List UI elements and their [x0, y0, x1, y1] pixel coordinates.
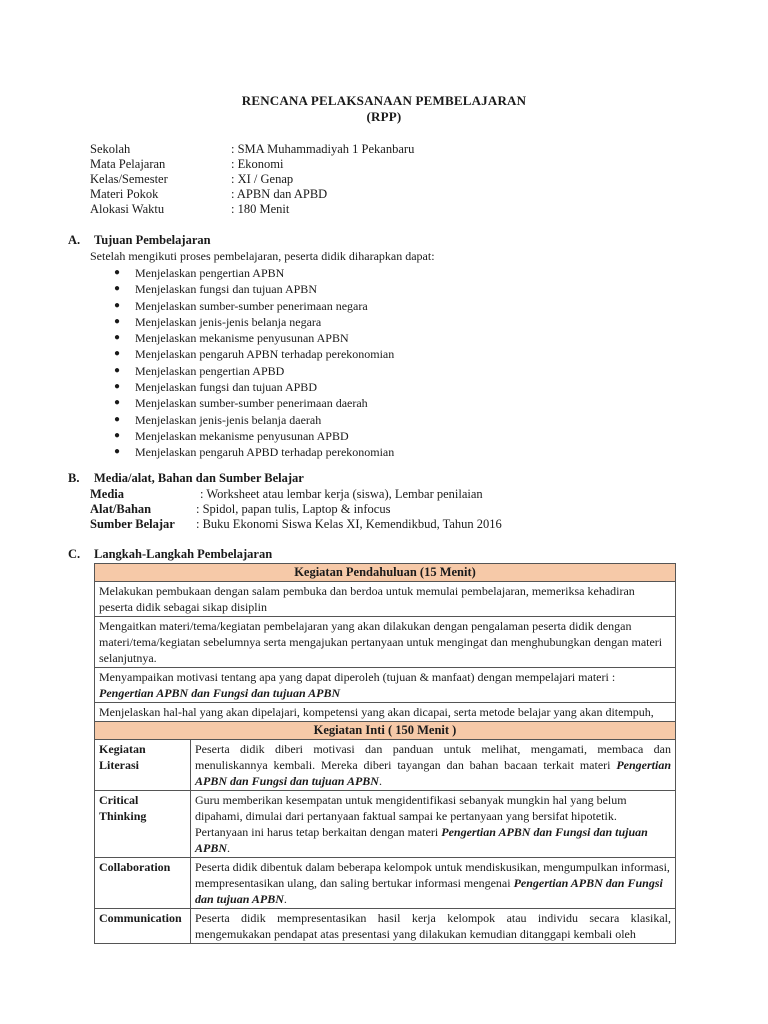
- bullet-icon: ●: [114, 299, 121, 311]
- activity-end: .: [378, 774, 382, 788]
- list-item: [90, 265, 394, 281]
- info-value: : APBN dan APBD: [231, 187, 328, 201]
- document-subtitle: (RPP): [366, 109, 402, 124]
- activity-description: [191, 858, 676, 909]
- section-letter: B.: [68, 471, 80, 485]
- objective-text: Menjelaskan jenis-jenis belanja negara: [135, 314, 322, 329]
- info-value: : SMA Muhammadiyah 1 Pekanbaru: [231, 142, 415, 156]
- list-item: [90, 363, 394, 379]
- objective-text: Menjelaskan sumber-sumber penerimaan negara: [135, 298, 368, 313]
- alat-value: : Spidol, papan tulis, Laptop & infocus: [196, 502, 391, 516]
- bullet-icon: ●: [114, 267, 121, 278]
- bullet-icon: ●: [114, 397, 121, 409]
- activity-description: Peserta didik mempresentasikan hasil kerja kelompok atau individu secara klasikal, mengemukakan pendapat atas presentasi yang dilakukan kemudian ditanggapi kembali oleh: [191, 909, 676, 944]
- table-cell: [95, 668, 676, 703]
- objective-text: Menjelaskan sumber-sumber penerimaan daerah: [135, 396, 368, 411]
- objective-text: Menjelaskan pengertian APBN: [135, 266, 285, 280]
- activity-description: [191, 740, 676, 791]
- bullet-icon: ●: [114, 332, 121, 344]
- bullet-icon: ●: [114, 364, 121, 376]
- motivasi-emphasis: Pengertian APBN dan Fungsi dan tujuan APBN: [99, 686, 341, 700]
- activity-label: Collaboration: [95, 858, 191, 909]
- table-row: [95, 703, 676, 722]
- list-item: [90, 428, 394, 444]
- media-label: Media: [90, 487, 125, 501]
- activity-description: [191, 791, 676, 858]
- info-label: Mata Pelajaran: [90, 157, 166, 171]
- table-cell: Mengaitkan materi/tema/kegiatan pembelajaran yang akan dilakukan dengan pengalaman peserta didik dengan materi/tema/kegiatan sebelumnya serta mengajukan pertanyaan untuk mengingat dan menghubungkan dengan materi selanjutnya.: [95, 617, 676, 668]
- objective-text: Menjelaskan mekanisme penyusunan APBD: [135, 428, 349, 443]
- sumber-label: Sumber Belajar: [90, 517, 175, 531]
- table-row: [95, 909, 676, 944]
- objective-text: Menjelaskan mekanisme penyusunan APBN: [135, 331, 349, 346]
- objective-text: Menjelaskan fungsi dan tujuan APBN: [135, 282, 317, 297]
- section-title: Media/alat, Bahan dan Sumber Belajar: [94, 471, 304, 485]
- inti-header: Kegiatan Inti ( 150 Menit ): [95, 722, 676, 740]
- list-item: [90, 314, 394, 330]
- list-item: [90, 330, 394, 346]
- objectives-list: [90, 265, 394, 461]
- bullet-icon: ●: [114, 348, 121, 360]
- activity-text: Guru memberikan kesempatan untuk mengidentifikasi sebanyak mungkin hal yang belum dipahami, dimulai dari pertanyaan faktual sampai ke pertanyaan yang bersifat hipotetik. Pertanyaan ini harus tetap berkaitan dengan materi: [195, 793, 627, 839]
- table-row: [95, 740, 676, 791]
- bullet-icon: ●: [114, 429, 121, 441]
- table-row: [95, 791, 676, 858]
- bullet-icon: ●: [114, 283, 121, 295]
- table-header-row: [95, 722, 676, 740]
- info-value: : 180 Menit: [231, 202, 290, 216]
- list-item: [90, 281, 394, 297]
- activity-label: Communication: [95, 909, 191, 944]
- info-value: : XI / Genap: [231, 172, 294, 186]
- list-item: [90, 379, 394, 395]
- motivasi-text: Menyampaikan motivasi tentang apa yang dapat diperoleh (tujuan & manfaat) dengan mempelajari materi :: [99, 670, 616, 684]
- activity-emphasis: Pengertian APBN dan Fungsi dan tujuan APBN: [195, 758, 672, 788]
- activity-text: Peserta didik diberi motivasi dan panduan untuk melihat, mengamati, membaca dan menuliskannya kembali. Mereka diberi tayangan dan bahan bacaan terkait materi: [195, 742, 671, 772]
- info-label: Sekolah: [90, 142, 131, 156]
- list-item: [90, 412, 394, 428]
- info-label: Alokasi Waktu: [90, 202, 165, 216]
- info-label: Kelas/Semester: [90, 172, 168, 186]
- objective-text: Menjelaskan pengaruh APBD terhadap perekonomian: [135, 445, 395, 460]
- activity-text: Peserta didik dibentuk dalam beberapa kelompok untuk mendiskusikan, mengumpulkan informasi, mempresentasikan ulang, dan saling bertukar informasi mengenai: [195, 860, 670, 890]
- section-letter: C.: [68, 547, 81, 561]
- info-label: Materi Pokok: [90, 187, 159, 201]
- activity-label: Kegiatan Literasi: [95, 740, 191, 791]
- section-letter: A.: [68, 233, 81, 247]
- section-a-heading: [68, 233, 211, 248]
- activity-end: .: [283, 892, 287, 906]
- alat-label: Alat/Bahan: [90, 502, 152, 516]
- activity-end: .: [227, 841, 231, 855]
- table-row: [95, 858, 676, 909]
- table-cell: Melakukan pembukaan dengan salam pembuka dan berdoa untuk memulai pembelajaran, memeriksa kehadiran peserta didik sebagai sikap disiplin: [95, 582, 676, 617]
- sumber-value: : Buku Ekonomi Siswa Kelas XI, Kemendikbud, Tahun 2016: [196, 517, 502, 531]
- activity-emphasis: Pengertian APBN dan Fungsi dan tujuan APBN: [195, 825, 648, 855]
- bullet-icon: ●: [114, 446, 121, 458]
- section-title: Tujuan Pembelajaran: [94, 233, 211, 247]
- media-value: : Worksheet atau lembar kerja (siswa), Lembar penilaian: [200, 487, 483, 501]
- info-value: : Ekonomi: [231, 157, 284, 171]
- section-b-heading: [68, 471, 304, 486]
- section-c-heading: [68, 547, 272, 562]
- pendahuluan-header: Kegiatan Pendahuluan (15 Menit): [95, 564, 676, 582]
- table-row: [95, 582, 676, 617]
- objective-text: Menjelaskan pengertian APBD: [135, 363, 285, 378]
- list-item: [90, 444, 394, 460]
- lesson-steps-table: [94, 563, 676, 944]
- table-row: [95, 668, 676, 703]
- activity-emphasis: Pengertian APBN dan Fungsi dan tujuan APBN: [195, 876, 663, 906]
- section-title: Langkah-Langkah Pembelajaran: [94, 547, 273, 561]
- list-item: [90, 298, 394, 314]
- bullet-icon: ●: [114, 381, 121, 393]
- section-a-intro: Setelah mengikuti proses pembelajaran, peserta didik diharapkan dapat:: [90, 249, 435, 263]
- objective-text: Menjelaskan fungsi dan tujuan APBD: [135, 380, 317, 395]
- objective-text: Menjelaskan pengaruh APBN terhadap perekonomian: [135, 347, 395, 362]
- document-title: RENCANA PELAKSANAAN PEMBELAJARAN: [241, 93, 527, 108]
- objective-text: Menjelaskan jenis-jenis belanja daerah: [135, 412, 322, 427]
- activity-label: Critical Thinking: [95, 791, 191, 858]
- bullet-icon: ●: [114, 315, 121, 327]
- table-header-row: [95, 564, 676, 582]
- bullet-icon: ●: [114, 413, 121, 425]
- table-cell: Menjelaskan hal-hal yang akan dipelajari, kompetensi yang akan dicapai, serta metode belajar yang akan ditempuh,: [95, 703, 676, 722]
- list-item: [90, 346, 394, 362]
- list-item: [90, 395, 394, 411]
- table-row: [95, 617, 676, 668]
